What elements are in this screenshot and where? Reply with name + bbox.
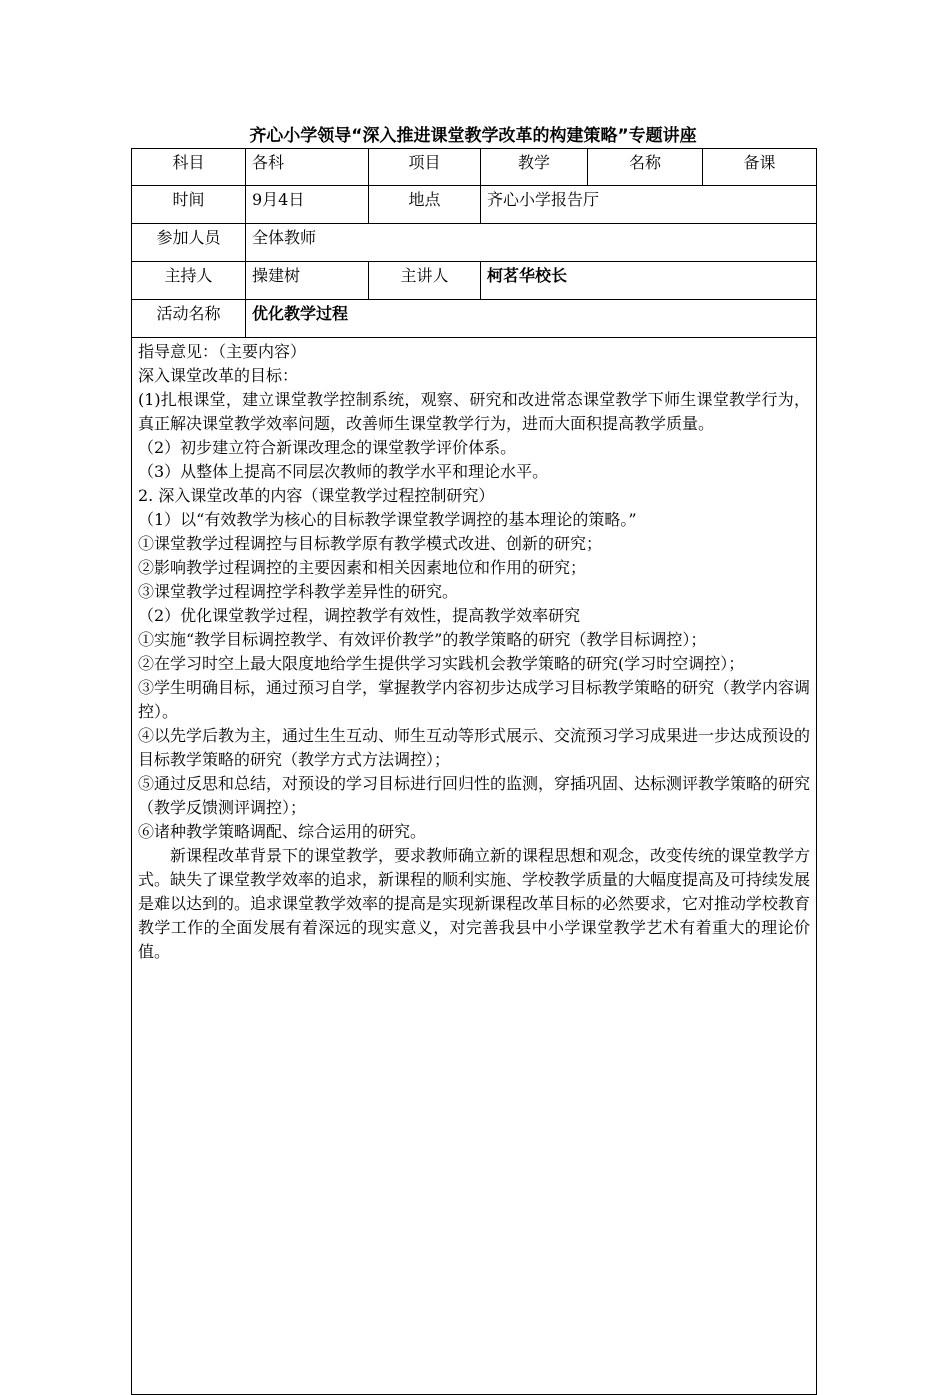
content-paragraph: ⑤通过反思和总结，对预设的学习目标进行回归性的监测，穿插巩固、达标测评教学策略的研究（教学反馈测评调控）； (138, 774, 811, 817)
content-paragraph: ③学生明确目标，通过预习自学，掌握教学内容初步达成学习目标教学策略的研究（教学内容调控）。 (138, 678, 811, 721)
content-paragraph: ①课堂教学过程调控与目标教学原有教学模式改进、创新的研究； (138, 534, 603, 553)
place-label: 地点 (369, 186, 481, 224)
content-paragraph: （3）从整体上提高不同层次教师的教学水平和理论水平。 (138, 462, 549, 481)
content-paragraph: ②在学习时空上最大限度地给学生提供学习实践机会教学策略的研究(学习时空调控）； (138, 654, 745, 673)
place-value: 齐心小学报告厅 (481, 186, 817, 224)
participants-label: 参加人员 (132, 224, 246, 262)
content-paragraph: ⑥诸种教学策略调配、综合运用的研究。 (138, 822, 427, 841)
time-value: 9月4日 (246, 186, 369, 224)
name-label: 名称 (588, 149, 703, 186)
participants-value: 全体教师 (246, 224, 817, 262)
table-row-participants (132, 224, 817, 262)
document-title: 齐心小学领导“深入推进课堂教学改革的构建策略”专题讲座 (249, 126, 697, 146)
item-label: 项目 (369, 149, 481, 186)
host-label: 主持人 (132, 262, 246, 300)
content-paragraph: （2）初步建立符合新课改理念的课堂教学评价体系。 (138, 438, 517, 457)
table-row-host (132, 262, 817, 300)
content-paragraph: 指导意见：（主要内容） (138, 342, 307, 361)
speaker-label: 主讲人 (369, 262, 481, 300)
content-paragraph: （1）以“有效教学为核心的目标教学课堂教学调控的基本理论的策略。” (138, 510, 637, 529)
table-row-activity (132, 300, 817, 338)
speaker-value: 柯茗华校长 (481, 262, 817, 300)
content-paragraph: 深入课堂改革的目标： (138, 366, 299, 385)
subject-label: 科目 (132, 149, 246, 186)
content-paragraph: ④以先学后教为主，通过生生互动、师生互动等形式展示、交流预习学习成果进一步达成预设的目标教学策略的研究（教学方式方法调控）； (138, 726, 811, 769)
item-value: 教学 (481, 149, 588, 186)
host-value: 操建树 (246, 262, 369, 300)
content-paragraph-summary: 新课程改革背景下的课堂教学，要求教师确立新的课程思想和观念，改变传统的课堂教学方式。缺失了课堂教学效率的追求，新课程的顺利实施、学校教学质量的大幅度提高及可持续发展是难以达到的。追求课堂教学效率的提高是实现新课程改革目标的必然要求，它对推动学校教育教学工作的全面发展有着深远的现实意义，对完善我县中小学课堂教学艺术有着重大的理论价值。 (138, 846, 811, 961)
lecture-record-table (131, 148, 817, 1395)
content-paragraph: ②影响教学过程调控的主要因素和相关因素地位和作用的研究； (138, 558, 587, 577)
activity-value: 优化教学过程 (246, 300, 817, 338)
content-paragraph: （2）优化课堂教学过程，调控教学有效性，提高教学效率研究 (138, 606, 581, 625)
name-value: 备课 (703, 149, 817, 186)
subject-value: 各科 (246, 149, 369, 186)
content-paragraph: (1)扎根课堂，建立课堂教学控制系统，观察、研究和改进常态课堂教学下师生课堂教学行为，真正解决课堂教学效率问题，改善师生课堂教学行为，进而大面积提高教学质量。 (138, 390, 810, 433)
time-label: 时间 (132, 186, 246, 224)
table-row-time (132, 186, 817, 224)
activity-label: 活动名称 (132, 300, 246, 338)
content-paragraph: ①实施“教学目标调控教学、有效评价教学”的教学策略的研究（教学目标调控）； (138, 630, 707, 649)
content-paragraph: ③课堂教学过程调控学科教学差异性的研究。 (138, 582, 459, 601)
table-row-subject (132, 149, 817, 186)
table-row-content (132, 338, 817, 1395)
content-paragraph: 2. 深入课堂改革的内容（课堂教学过程控制研究） (138, 486, 495, 505)
guidance-content (132, 338, 817, 1395)
